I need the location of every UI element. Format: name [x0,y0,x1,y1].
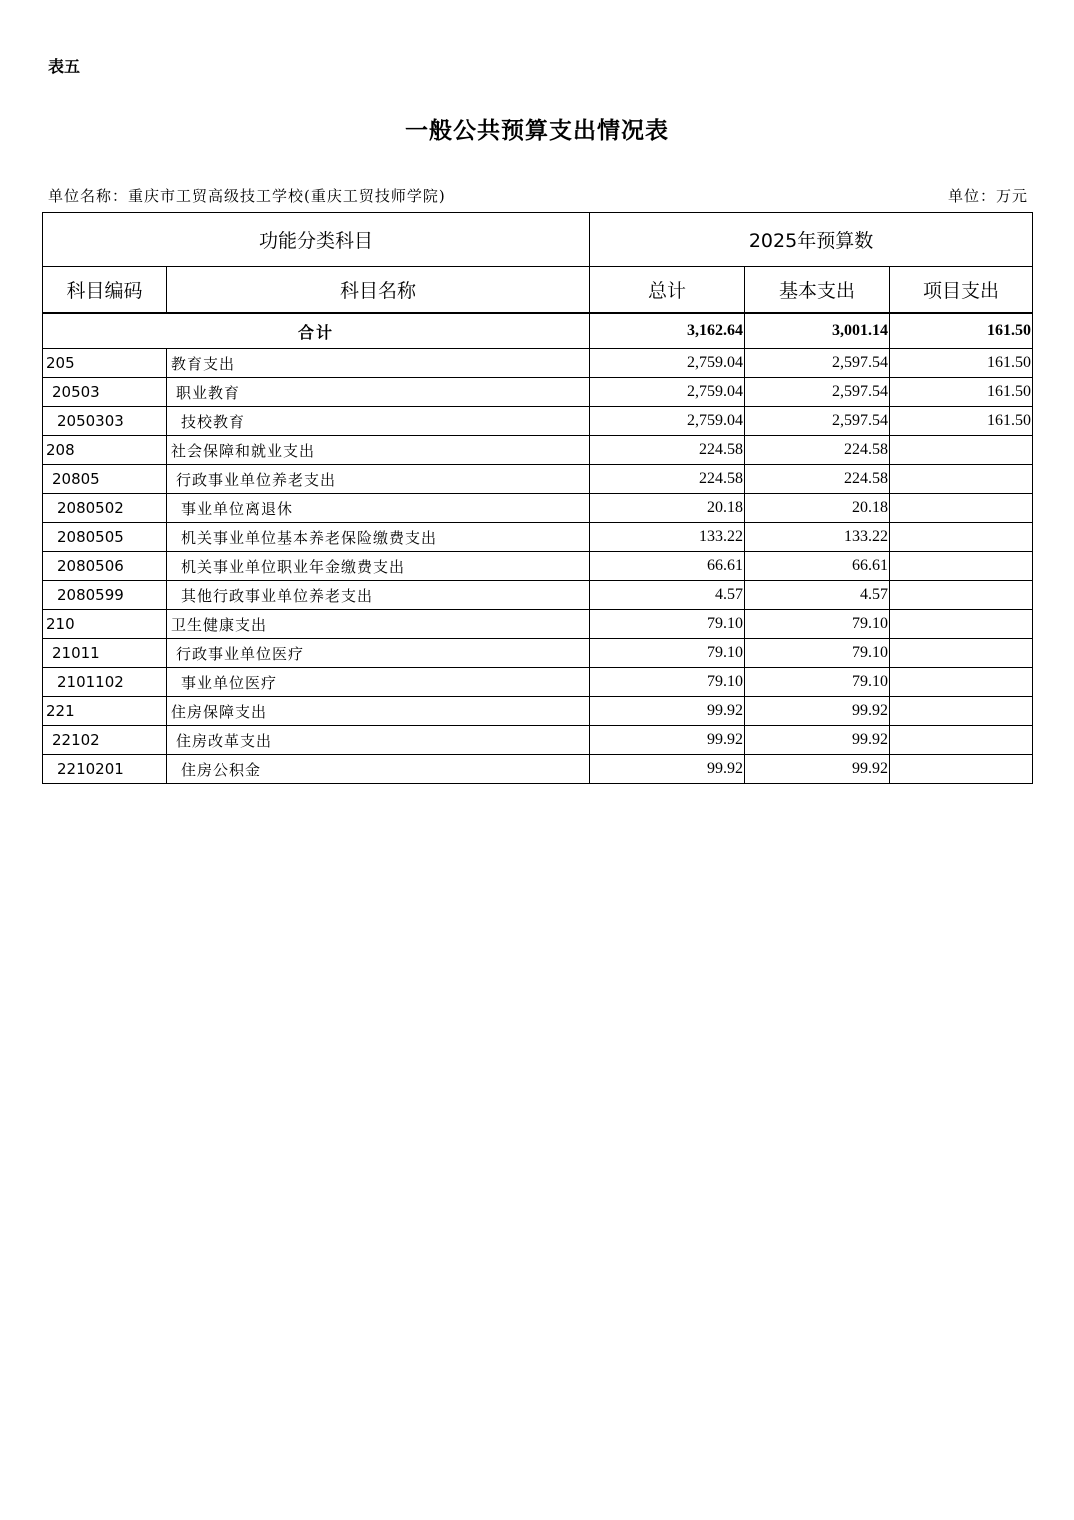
row-name: 行政事业单位养老支出 [167,465,590,494]
row-code: 20805 [43,465,167,494]
row-name: 住房保障支出 [167,697,590,726]
row-project: 161.50 [890,349,1033,378]
row-total: 66.61 [590,552,745,581]
row-name: 卫生健康支出 [167,610,590,639]
row-project [890,494,1033,523]
table-number: 表五 [48,57,81,76]
row-project [890,755,1033,784]
row-project [890,726,1033,755]
header-basic: 基本支出 [745,267,890,314]
table-row [43,639,1033,668]
table-row [43,610,1033,639]
row-name: 事业单位离退休 [167,494,590,523]
row-basic: 79.10 [745,639,890,668]
row-total: 79.10 [590,610,745,639]
row-code: 22102 [43,726,167,755]
row-project [890,697,1033,726]
row-basic: 4.57 [745,581,890,610]
table-row [43,668,1033,697]
row-code: 2101102 [43,668,167,697]
table-row [43,378,1033,407]
row-code: 2050303 [43,407,167,436]
row-basic: 224.58 [745,465,890,494]
total-label: 合计 [43,313,590,349]
row-basic: 133.22 [745,523,890,552]
row-code: 221 [43,697,167,726]
table-row [43,494,1033,523]
row-project: 161.50 [890,378,1033,407]
table-row [43,697,1033,726]
table-row [43,349,1033,378]
table-row [43,523,1033,552]
row-code: 2080502 [43,494,167,523]
row-project [890,668,1033,697]
row-code: 2210201 [43,755,167,784]
row-total: 79.10 [590,639,745,668]
row-project: 161.50 [890,407,1033,436]
row-project [890,610,1033,639]
table-row [43,465,1033,494]
header-row-columns [43,267,1033,314]
row-total: 224.58 [590,436,745,465]
row-name: 技校教育 [167,407,590,436]
row-total: 4.57 [590,581,745,610]
row-name: 机关事业单位职业年金缴费支出 [167,552,590,581]
row-name: 教育支出 [167,349,590,378]
table-row [43,407,1033,436]
row-project [890,523,1033,552]
row-name: 其他行政事业单位养老支出 [167,581,590,610]
page-title: 一般公共预算支出情况表 [405,117,669,144]
table-row [43,552,1033,581]
row-project [890,552,1033,581]
table-row [43,581,1033,610]
total-sum: 3,162.64 [590,313,745,349]
row-name: 行政事业单位医疗 [167,639,590,668]
row-total: 99.92 [590,755,745,784]
row-name: 事业单位医疗 [167,668,590,697]
row-name: 机关事业单位基本养老保险缴费支出 [167,523,590,552]
row-basic: 66.61 [745,552,890,581]
row-code: 205 [43,349,167,378]
budget-table [42,212,1033,784]
row-code: 208 [43,436,167,465]
row-code: 210 [43,610,167,639]
row-project [890,465,1033,494]
row-code: 21011 [43,639,167,668]
row-code: 2080505 [43,523,167,552]
row-basic: 79.10 [745,610,890,639]
total-row [43,313,1033,349]
row-basic: 20.18 [745,494,890,523]
row-code: 2080506 [43,552,167,581]
row-total: 99.92 [590,697,745,726]
row-basic: 99.92 [745,755,890,784]
total-basic: 3,001.14 [745,313,890,349]
row-basic: 2,597.54 [745,407,890,436]
row-total: 224.58 [590,465,745,494]
header-function-classification: 功能分类科目 [43,213,590,267]
header-project: 项目支出 [890,267,1033,314]
row-basic: 99.92 [745,697,890,726]
row-total: 2,759.04 [590,378,745,407]
row-basic: 224.58 [745,436,890,465]
row-name: 住房公积金 [167,755,590,784]
row-project [890,436,1033,465]
row-total: 2,759.04 [590,407,745,436]
row-basic: 2,597.54 [745,349,890,378]
row-basic: 99.92 [745,726,890,755]
row-code: 2080599 [43,581,167,610]
table-row [43,755,1033,784]
row-total: 20.18 [590,494,745,523]
row-project [890,639,1033,668]
row-basic: 2,597.54 [745,378,890,407]
table-row [43,726,1033,755]
row-name: 职业教育 [167,378,590,407]
header-row-group [43,213,1033,267]
header-code: 科目编码 [43,267,167,314]
currency-unit: 单位：万元 [947,187,1028,205]
row-code: 20503 [43,378,167,407]
row-name: 住房改革支出 [167,726,590,755]
header-total: 总计 [590,267,745,314]
row-name: 社会保障和就业支出 [167,436,590,465]
unit-name: 单位名称：重庆市工贸高级技工学校(重庆工贸技师学院) [48,187,446,205]
table-row [43,436,1033,465]
row-basic: 79.10 [745,668,890,697]
row-total: 99.92 [590,726,745,755]
header-budget-2025: 2025年预算数 [590,213,1033,267]
row-total: 2,759.04 [590,349,745,378]
row-total: 133.22 [590,523,745,552]
row-total: 79.10 [590,668,745,697]
row-project [890,581,1033,610]
header-name: 科目名称 [167,267,590,314]
total-project: 161.50 [890,313,1033,349]
